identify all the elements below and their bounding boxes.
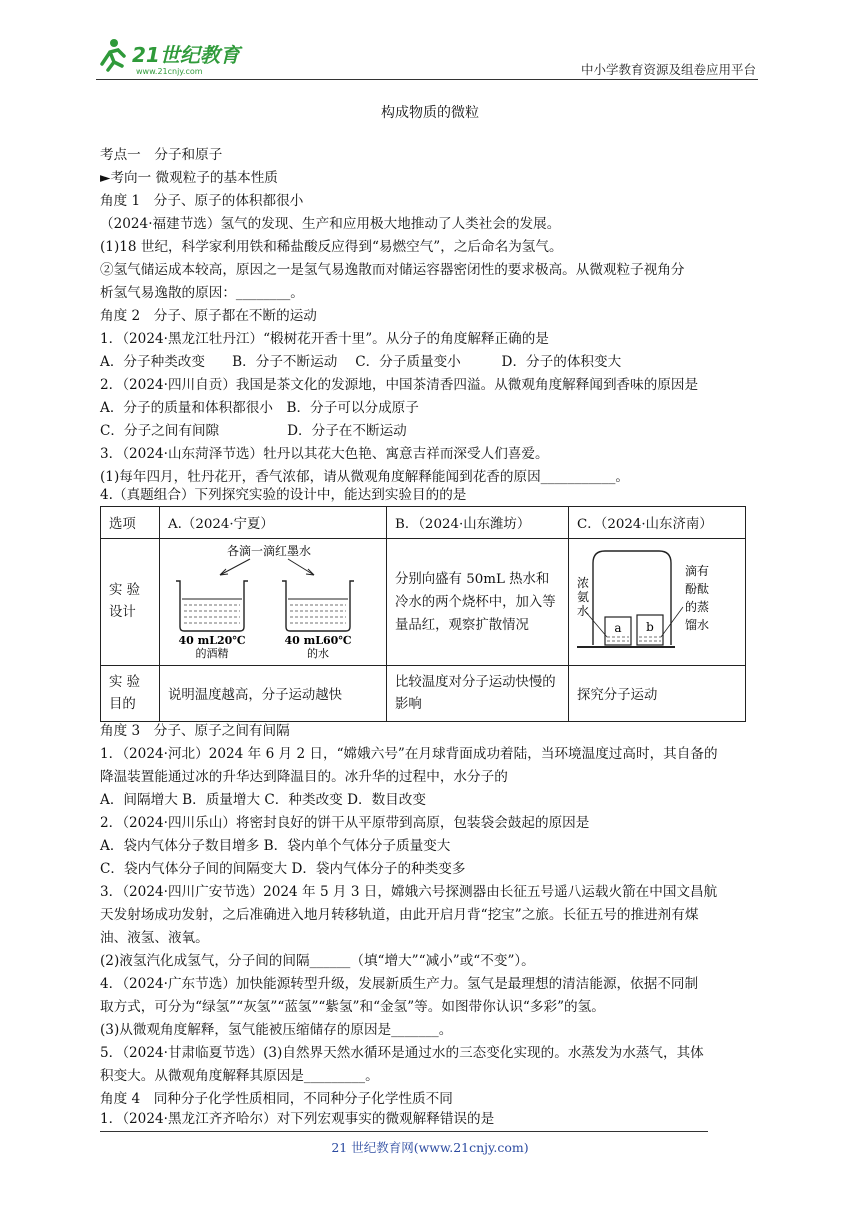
- logo-url: www.21cnjy.com: [136, 67, 203, 76]
- text-line: 2．（2024·四川自贡）我国是茶文化的发源地，中国茶清香四溢。从微观角度解释闻到香味的原因是: [100, 377, 699, 393]
- text-line: 3．（2024·山东菏泽节选）牡丹以其花大色艳、寓意吉祥而深受人们喜爱。: [100, 446, 549, 462]
- text-line: 4．（2024·广东节选）加快能源转型升级，发展新质生产力。氢气是最理想的清洁能源，依据不同制: [100, 976, 699, 992]
- text-line: 1．（2024·河北）2024 年 6 月 2 日，“嫦娥六号”在月球背面成功着陆，当环境温度过高时，其自备的: [100, 746, 718, 762]
- footer-link[interactable]: 21 世纪教育网(www.21cnjy.com): [331, 1140, 529, 1155]
- phenolphthalein-label-line-3: 的蒸: [685, 600, 710, 614]
- beaker-right: [282, 581, 354, 631]
- experiment-table: [100, 506, 746, 722]
- phenolphthalein-label-line-2: 酚酞: [685, 582, 710, 596]
- phenolphthalein-label-line-4: 馏水: [685, 618, 710, 632]
- text-line: A．间隔增大 B．质量增大 C．种类改变 D．数目改变: [100, 792, 426, 808]
- ammonia-label: [577, 576, 593, 618]
- bell-jar-figure: [571, 541, 741, 659]
- text-line: 5．（2024·甘肃临夏节选）(3)自然界天然水循环是通过水的三态变化实现的。水蒸发为水蒸气，其体: [100, 1045, 704, 1061]
- ammonia-label-char-1: 浓: [577, 576, 590, 590]
- text-line: C．分子之间有间隙 D．分子在不断运动: [100, 423, 407, 439]
- beaker-a: [605, 617, 631, 645]
- text-line: 考点一 分子和原子: [100, 147, 223, 163]
- logo-text: 21世纪教育: [132, 43, 240, 67]
- svg-text:b: b: [646, 620, 654, 634]
- phenolphthalein-label-line-1: 滴有: [685, 564, 710, 578]
- text-line: 析氢气易逸散的原因：________。: [100, 285, 304, 301]
- row-label-design: 实 验 设计: [101, 539, 160, 666]
- text-line: 4.（真题组合）下列探究实验的设计中，能达到实验目的的是: [100, 487, 467, 503]
- text-line: ②氢气储运成本较高，原因之一是氢气易逸散而对储运容器密闭性的要求极高。从微观粒子视角分: [100, 262, 685, 278]
- text-line: 3．（2024·四川广安节选）2024 年 5 月 3 日，嫦娥六号探测器由长征五号遥八运载火箭在中国文昌航: [100, 884, 718, 900]
- text-line: C．袋内气体分子间的间隔变大 D．袋内气体分子的种类变多: [100, 861, 466, 877]
- table-header-cell: B．（2024·山东潍坊）: [387, 507, 569, 539]
- figure-a-top-label: 各滴一滴红墨水: [226, 544, 312, 558]
- platform-name: 中小学教育资源及组卷应用平台: [580, 62, 756, 77]
- beakers-figure: [162, 541, 376, 659]
- right-beaker-sublabel: 的水: [307, 647, 329, 659]
- table-header-cell: 选项: [101, 507, 160, 539]
- text-line: 1．（2024·黑龙江齐齐哈尔）对下列宏观事实的微观解释错误的是: [100, 1111, 495, 1127]
- text-line: 油、液氢、液氧。: [100, 930, 209, 946]
- text-line: (3)从微观角度解释，氢气能被压缩储存的原因是_______。: [100, 1022, 453, 1038]
- text-line: 天发射场成功发射，之后准确进入地月转移轨道，由此开启月背“挖宝”之旅。长征五号的推进剂有煤: [100, 907, 699, 923]
- site-logo: [96, 36, 266, 78]
- text-line: 2．（2024·四川乐山）将密封良好的饼干从平原带到高原，包装袋会鼓起的原因是: [100, 815, 590, 831]
- beaker-left: [176, 581, 248, 631]
- text-line: 降温装置能通过冰的升华达到降温目的。冰升华的过程中，水分子的: [100, 769, 508, 785]
- ammonia-label-char-2: 氨: [577, 590, 590, 604]
- beaker-b: [637, 615, 663, 645]
- svg-text:a: a: [614, 621, 622, 635]
- header-divider: [96, 79, 758, 80]
- right-beaker-label: 40 mL60℃: [284, 634, 352, 647]
- phenolphthalein-label: [685, 564, 713, 632]
- text-line: 角度 2 分子、原子都在不断的运动: [100, 308, 317, 324]
- b-design-cell: 分别向盛有 50mL 热水和冷水的两个烧杯中，加入等量品红，观察扩散情况: [387, 539, 569, 666]
- text-line: 积变大。从微观角度解释其原因是_________。: [100, 1068, 379, 1084]
- row-label-purpose: 实 验 目的: [101, 666, 160, 722]
- left-beaker-sublabel: 的酒精: [195, 647, 229, 659]
- b-purpose-cell: 比较温度对分子运动快慢的影响: [387, 666, 569, 722]
- table-header-cell: C．（2024·山东济南）: [569, 507, 746, 539]
- text-line: ►考向一 微观粒子的基本性质: [100, 170, 278, 186]
- ammonia-label-char-3: 水: [577, 604, 590, 618]
- text-line: 取方式，可分为“绿氢”“灰氢”“蓝氢”“紫氢”和“金氢”等。如图带你认识“多彩”的氢。: [100, 999, 605, 1015]
- runner-icon: [102, 39, 124, 70]
- text-line: A．分子的质量和体积都很小 B．分子可以分成原子: [100, 400, 419, 416]
- figure-a-cell: [160, 539, 387, 666]
- text-line: 角度 1 分子、原子的体积都很小: [100, 193, 304, 209]
- left-beaker-label: 40 mL20℃: [178, 634, 246, 647]
- text-line: （2024·福建节选）氢气的发现、生产和应用极大地推动了人类社会的发展。: [100, 216, 561, 232]
- footer-divider: [100, 1131, 708, 1132]
- text-line: 角度 3 分子、原子之间有间隔: [100, 723, 290, 739]
- table-header-cell: A.（2024·宁夏）: [160, 507, 387, 539]
- text-line: A．袋内气体分子数目增多 B．袋内单个气体分子质量变大: [100, 838, 451, 854]
- page-title: 构成物质的微粒: [381, 105, 479, 121]
- text-line: 1．（2024·黑龙江牡丹江）“椴树花开香十里”。从分子的角度解释正确的是: [100, 331, 549, 347]
- text-line: (2)液氢汽化成氢气，分子间的间隔______（填“增大”“减小”或“不变”）。: [100, 953, 535, 969]
- text-line: 角度 4 同种分子化学性质相同，不同种分子化学性质不同: [100, 1091, 453, 1107]
- text-line: (1)18 世纪，科学家利用铁和稀盐酸反应得到“易燃空气”，之后命名为氢气。: [100, 239, 563, 255]
- a-purpose-cell: 说明温度越高，分子运动越快: [160, 666, 387, 722]
- figure-c-cell: [569, 539, 746, 666]
- text-line: A．分子种类改变 B．分子不断运动 C．分子质量变小 D．分子的体积变大: [100, 354, 622, 370]
- text-line: (1)每年四月，牡丹花开，香气浓郁，请从微观角度解释能闻到花香的原因___________。: [100, 469, 630, 485]
- c-purpose-cell: 探究分子运动: [569, 666, 746, 722]
